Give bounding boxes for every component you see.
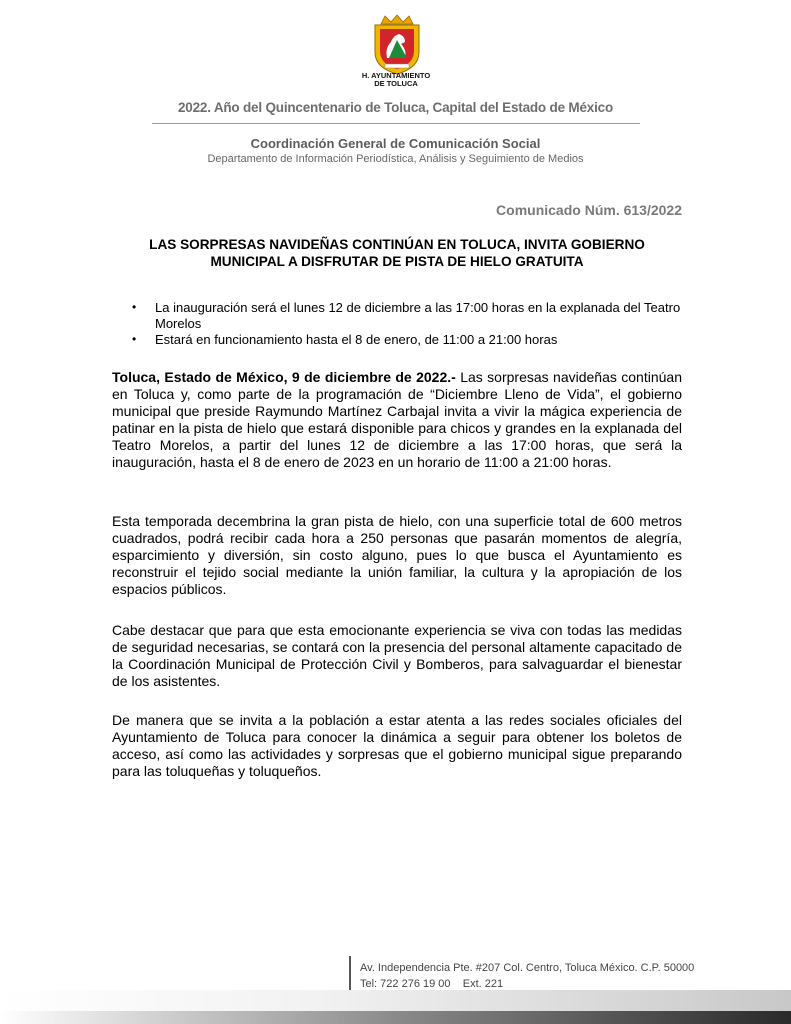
bullet-item: [112, 332, 682, 348]
body-paragraph-1: [112, 369, 682, 471]
organization-name: [330, 72, 462, 88]
footer-address: Av. Independencia Pte. #207 Col. Centro, Toluca México. C.P. 50000: [360, 962, 695, 974]
footer-contact: [360, 960, 694, 992]
bullet-dot-icon: •: [132, 300, 137, 314]
footer-dark-stripe: [0, 1011, 791, 1024]
toluca-coat-of-arms-icon: [365, 14, 429, 76]
body-paragraph-2: Esta temporada decembrina la gran pista de hielo, con una superficie total de 600 metros cuadrados, podrá recibir cada hora a 250 personas que pasarán momentos de alegría, esparcimiento y diversión, sin costo alguno, pues lo que busca el Ayuntamiento es reconstruir el tejido social mediante la unión familiar, la cultura y la apropiación de los espacios públicos.: [112, 513, 682, 597]
dateline: Toluca, Estado de México, 9 de diciembre de 2022.-: [112, 369, 456, 385]
bullet-text: La inauguración será el lunes 12 de diciembre a las 17:00 horas en la explanada del Teatro Morelos: [155, 300, 681, 331]
bullet-item: [112, 300, 682, 331]
org-name-line1: H. AYUNTAMIENTO: [361, 71, 431, 80]
bullet-text: Estará en funcionamiento hasta el 8 de enero, de 11:00 a 21:00 horas: [155, 332, 558, 347]
org-name-line2: DE TOLUCA: [374, 79, 418, 88]
paragraph-1-text: Las sorpresas navideñas continúan en Toluca y, como parte de la programación de “Diciembre Lleno de Vida”, el gobierno municipal que preside Raymundo Martínez Carbajal invita a vivir la mágica experiencia de patinar en la pista de hielo que estará disponible para chicos y grandes en la explanada del Teatro Morelos, a partir del lunes 12 de diciembre a las 17:00 horas, que será la inauguración, hasta el 8 de enero de 2023 en un horario de 11:00 a 21:00 horas.: [112, 369, 682, 470]
department-subtitle: Departamento de Información Periodística, Análisis y Seguimiento de Medios: [207, 153, 584, 165]
headline: LAS SORPRESAS NAVIDEÑAS CONTINÚAN EN TOLUCA, INVITA GOBIERNO MUNICIPAL A DISFRUTAR DE PISTA DE HIELO GRATUITA: [149, 237, 645, 269]
footer-phone: Tel: 722 276 19 00 Ext. 221: [360, 978, 504, 990]
body-paragraph-3: Cabe destacar que para que esta emocionante experiencia se viva con todas las medidas de seguridad necesarias, se contará con la presencia del personal altamente capacitado de la Coordinación Municipal de Protección Civil y Bomberos, para salvaguardar el bienestar de los asistentes.: [112, 622, 682, 689]
bullet-dot-icon: •: [132, 332, 137, 346]
footer-divider: [349, 956, 351, 990]
coordination-title: Coordinación General de Comunicación Social: [250, 136, 541, 151]
body-paragraph-4: De manera que se invita a la población a estar atenta a las redes sociales oficiales del Ayuntamiento de Toluca para conocer la dinámica a seguir para obtener los boletos de acceso, así como las actividades y sorpresas que el gobierno municipal sigue preparando para las toluqueñas y toluqueños.: [112, 712, 682, 779]
year-motto: 2022. Año del Quincentenario de Toluca, Capital del Estado de México: [177, 100, 613, 115]
summary-bullets: [112, 300, 682, 349]
header-divider: [152, 123, 640, 124]
communique-number: Comunicado Núm. 613/2022: [496, 202, 682, 218]
